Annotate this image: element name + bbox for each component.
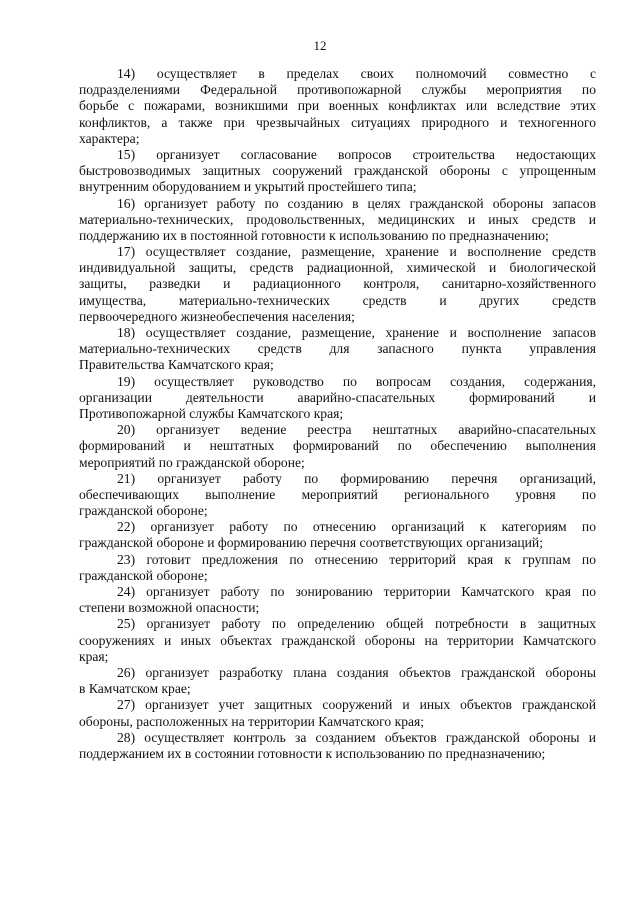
text-line: 27) организует учет защитных сооружений и иных объектов гражданской xyxy=(117,697,596,713)
text-line: характера; xyxy=(79,130,140,146)
text-line: гражданской обороне; xyxy=(79,503,208,519)
page-number: 12 xyxy=(313,38,327,53)
text-line: индивидуальной защиты, средств радиационной, химической и биологической xyxy=(79,260,596,276)
text-line: 20) организует ведение реестра нештатных аварийно-спасательных xyxy=(117,422,596,438)
text-line: 21) организует работу по формированию перечня организаций, xyxy=(117,470,596,486)
text-line: 15) организует согласование вопросов строительства недостающих xyxy=(117,146,596,162)
text-line: быстровозводимых защитных сооружений гражданской обороны с упрощенным xyxy=(79,163,596,179)
text-line: имущества, материально-технических средств и других средств xyxy=(79,292,596,308)
text-line: поддержанием их в состоянии готовности к использованию по предназначению; xyxy=(79,745,546,761)
text-line: в Камчатском крае; xyxy=(79,681,191,697)
text-line: борьбе с пожарами, возникшими при военных конфликтах или вследствие этих xyxy=(79,98,596,114)
text-line: 25) организует работу по определению общей потребности в защитных xyxy=(117,616,596,632)
text-line: мероприятий по гражданской обороне; xyxy=(79,454,305,470)
text-line: организации деятельности аварийно-спасательных формирований и xyxy=(79,389,596,405)
text-line: материально-технических средств для запасного пункта управления xyxy=(79,341,596,357)
text-line: гражданской обороне; xyxy=(79,567,208,583)
document-body xyxy=(79,66,596,762)
text-line: Противопожарной службы Камчатского края; xyxy=(79,405,344,421)
text-line: 28) осуществляет контроль за созданием объектов гражданской обороны и xyxy=(117,729,596,745)
text-line: поддержанию их в постоянной готовности к использованию по предназначению; xyxy=(79,227,549,243)
text-line: Правительства Камчатского края; xyxy=(79,357,274,373)
text-line: конфликтов, а также при чрезвычайных ситуациях природного и техногенного xyxy=(79,114,596,130)
text-line: 23) готовит предложения по отнесению территорий края к группам по xyxy=(117,551,596,567)
text-line: 26) организует разработку плана создания объектов гражданской обороны xyxy=(117,664,596,680)
text-line: 22) организует работу по отнесению организаций к категориям по xyxy=(117,519,596,535)
text-line: степени возможной опасности; xyxy=(79,600,260,616)
text-line: внутренним оборудованием и укрытий простейшего типа; xyxy=(79,179,417,195)
text-line: обороны, расположенных на территории Камчатского края; xyxy=(79,713,425,729)
text-line: 16) организует работу по созданию в целях гражданской обороны запасов xyxy=(117,195,596,211)
text-line: защиты, разведки и радиационного контроля, санитарно-хозяйственного xyxy=(79,276,596,292)
text-line: 17) осуществляет создание, размещение, хранение и восполнение средств xyxy=(117,244,596,260)
text-line: первоочередного жизнеобеспечения населения; xyxy=(79,308,355,324)
text-line: формирований и нештатных формирований по обеспечению выполнения xyxy=(79,438,596,454)
text-line: обеспечивающих выполнение мероприятий регионального уровня по xyxy=(79,486,596,502)
text-line: 14) осуществляет в пределах своих полномочий совместно с xyxy=(117,66,596,81)
text-line: 19) осуществляет руководство по вопросам создания, содержания, xyxy=(117,373,596,389)
text-line: подразделениями Федеральной противопожарной службы мероприятия по xyxy=(79,82,596,98)
text-line: края; xyxy=(79,648,109,664)
text-line: материально-технических, продовольственных, медицинских и иных средств и xyxy=(79,211,596,227)
text-line: сооружениях и иных объектах гражданской обороны на территории Камчатского xyxy=(79,632,596,648)
text-line: 18) осуществляет создание, размещение, хранение и восполнение запасов xyxy=(117,325,596,340)
text-line: 24) организует работу по зонированию территории Камчатского края по xyxy=(117,584,596,599)
text-line: гражданской обороне и формированию перечня соответствующих организаций; xyxy=(79,535,543,551)
